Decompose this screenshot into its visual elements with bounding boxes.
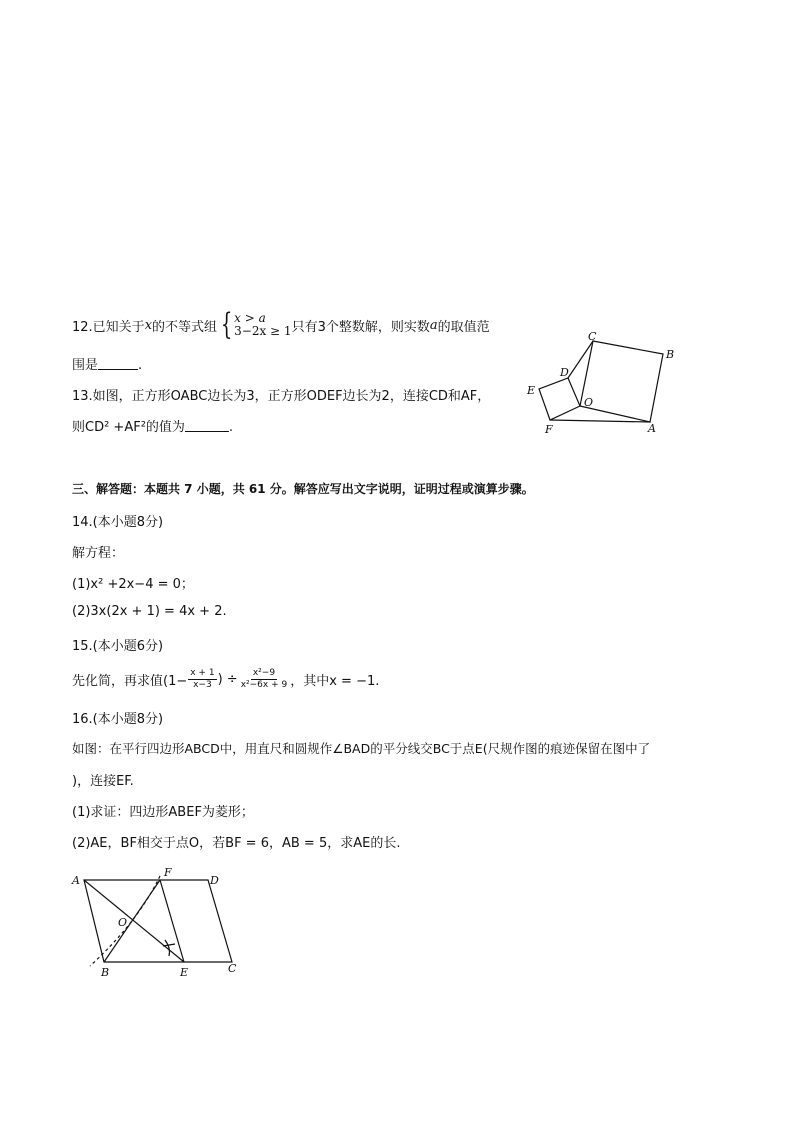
label-a: A — [72, 874, 80, 887]
q15-frac1-num: x + 1 — [190, 667, 215, 678]
label-c: C — [228, 962, 237, 975]
q13-line2-text: 则CD² +AF²的值为 — [72, 420, 185, 435]
q15-frac2-num: x²−9 — [252, 667, 276, 678]
q12-text-b: 的不等式组 — [152, 319, 218, 335]
q15-title: 15.(本小题6分) — [72, 639, 164, 654]
label-b: B — [666, 348, 675, 361]
q12-sys-row1: x > a — [234, 311, 266, 325]
q13-line1: 13.如图，正方形OABC边长为3，正方形ODEF边长为2，连接CD和AF， — [72, 389, 491, 404]
q13-answer-blank — [185, 419, 229, 432]
left-brace-icon: { — [220, 307, 233, 342]
arc-mark-2 — [163, 944, 175, 946]
q12-text-d: 的取值范 — [437, 319, 490, 335]
label-a: A — [648, 422, 656, 435]
q12-line1 — [72, 309, 490, 341]
q12-answer-blank — [98, 357, 138, 370]
q16-part2: (2)AE，BF相交于点O，若BF = 6，AB = 5，求AE的长. — [72, 836, 401, 851]
q15-text-b: ) ÷ — [217, 671, 238, 687]
q12-sys-row2: 3−2x ≥ 1 — [234, 324, 292, 338]
label-d: D — [560, 366, 569, 379]
q15-text-a: 先化简，再求值(1− — [72, 673, 188, 689]
q12-text-a: 12.已知关于 — [72, 319, 145, 335]
q12-var-a: a — [429, 317, 438, 333]
q16-line2: )，连接EF. — [72, 774, 134, 789]
label-e: E — [180, 966, 189, 979]
q14-intro: 解方程： — [72, 546, 125, 561]
label-o: O — [118, 916, 128, 929]
q16-line1: 如图：在平行四边形ABCD中，用直尺和圆规作∠BAD的平分线交BC于点E(尺规作图的痕迹保留在图中了 — [72, 741, 651, 756]
q15-frac2-den: x²−6x + 9 — [240, 679, 288, 690]
label-o: O — [584, 396, 594, 409]
q14-part2: (2)3x(2x + 1) = 4x + 2. — [72, 604, 227, 619]
label-b: B — [101, 966, 110, 979]
q15-text-c: ，其中x = −1. — [290, 673, 380, 689]
label-f: F — [545, 423, 553, 436]
q12-text-c: 只有3个整数解，则实数 — [291, 319, 430, 335]
q16-part1: (1)求证：四边形ABEF为菱形； — [72, 805, 254, 820]
section3-header: 三、解答题：本题共 7 小题，共 61 分。解答应写出文字说明，证明过程或演算步骤。 — [72, 482, 534, 496]
q15-fraction-2 — [239, 668, 290, 691]
q12-inequality-system — [217, 307, 292, 342]
q12-line2-end: . — [138, 358, 143, 373]
square-odef — [539, 378, 580, 420]
q15-frac1-den: x−3 — [193, 679, 212, 690]
label-d: D — [210, 874, 219, 887]
segment-ef — [160, 880, 184, 962]
q12-var-x: x — [144, 317, 153, 333]
q12-line2 — [72, 354, 142, 373]
q13-squares-figure — [520, 330, 680, 440]
label-f: F — [164, 866, 172, 879]
label-e: E — [527, 384, 536, 397]
q13-line2 — [72, 416, 233, 435]
q13-line2-end: . — [228, 420, 234, 435]
q16-parallelogram-figure — [68, 862, 248, 982]
q16-title: 16.(本小题8分) — [72, 712, 164, 727]
q14-title: 14.(本小题8分) — [72, 515, 164, 530]
q15-fraction-1 — [188, 668, 216, 691]
segment-af — [550, 420, 650, 422]
q14-part1: (1)x² +2x−4 = 0； — [72, 577, 194, 592]
label-c: C — [588, 330, 597, 343]
square-oabc — [580, 341, 663, 422]
q12-line2-text: 围是 — [72, 358, 99, 373]
q15-expression — [72, 662, 379, 696]
